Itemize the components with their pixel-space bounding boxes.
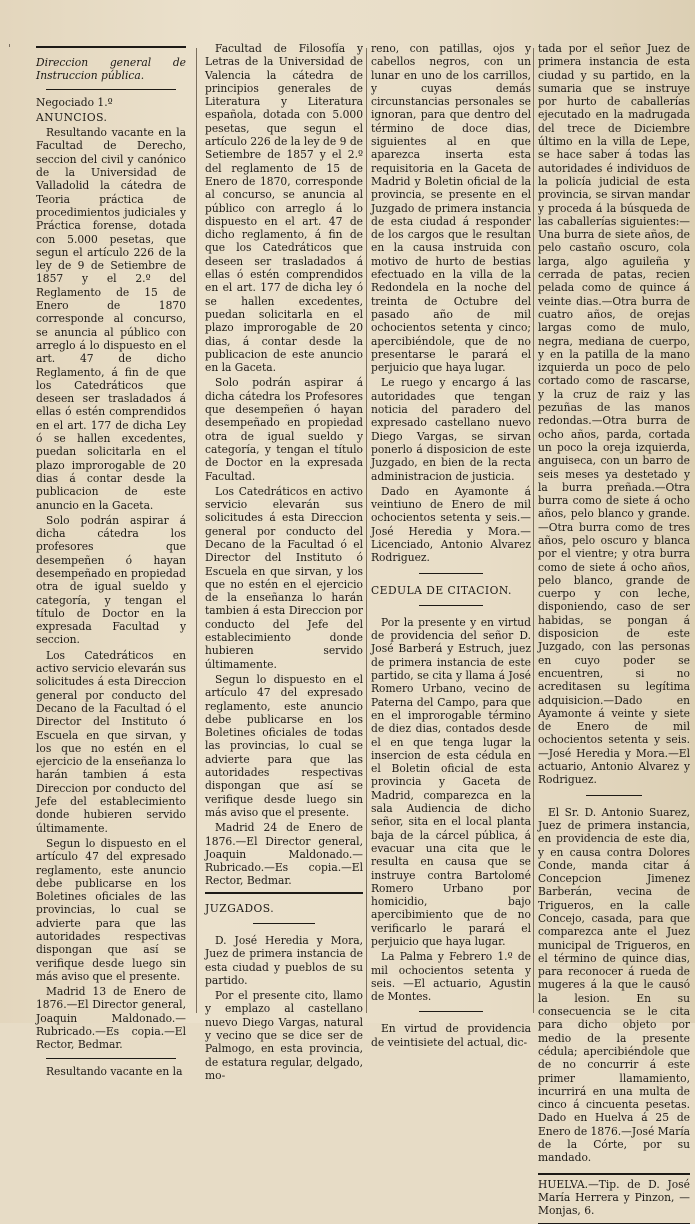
paragraph: Los Catedráticos en activo servicio elevarán sus solicitudes á esta Direccion general por conducto del Decano de la Facultad ó el Director del Instituto ó Escuela en que sirvan, y los que no estén en el ejercicio de la enseñanza lo harán tambien á esta Direccion por conducto del Jefe del establecimiento donde hubieren servido últimamente. bbox=[36, 648, 186, 835]
divider bbox=[419, 1011, 483, 1012]
date-signature: Madrid 13 de Enero de 1876.—El Director general, Joaquin Maldonado.—Rubricado.—Es copia.—El Rector, Bedmar. bbox=[36, 985, 186, 1052]
margin-mark: ' bbox=[8, 42, 12, 55]
paragraph: En virtud de providencia de veintisiete del actual, dic- bbox=[371, 1022, 531, 1049]
divider bbox=[46, 1058, 176, 1059]
divider bbox=[419, 605, 483, 606]
printer-imprint: HUELVA.—Tip. de D. José María Herrera y Pinzon, — Monjas, 6. bbox=[538, 1177, 690, 1218]
section-title: JUZGADOS. bbox=[205, 901, 275, 915]
paragraph: Por el presente cito, llamo y emplazo al castellano nuevo Diego Vargas, natural y vecino que se dice ser de Palmogo, en esta provincia, de estatura regular, delgado, mo- bbox=[205, 989, 363, 1082]
paragraph: Los Catedráticos en activo servicio elevarán sus solicitudes á esta Direccion general por conducto del Decano de la Facultad ó el Director del Instituto ó Escuela en que sirvan, y los que no estén en el ejercicio de la enseñanza lo harán tambien á esta Direccion por conducto del Jefe del establecimiento donde hubieren servido últimamente. bbox=[205, 484, 363, 671]
date-signature: Dado en Ayamonte á veintiuno de Enero de mil ochocientos setenta y seis.—José Heredia y Mora.—Licenciado, Antonio Alvarez Rodriguez. bbox=[371, 484, 531, 565]
paragraph: Resultando vacante en la Facultad de Derecho, seccion del civil y canónico de la Universidad de Valladolid la cátedra de Teoria práctica de procedimientos judiciales y Práctica forense, dotada con 5.000 pesetas, que segun el artículo 226 de la ley de 9 de Setiembre de 1857 y el 2.º del Reglamento de 15 de Enero de 1870 corresponde al concurso, se anuncia al público con arreglo á lo dispuesto en el art. 47 de dicho Reglamento, á fin de que los Catedráticos que deseen ser trasladados á ellas ó estén comprendidos en el art. 177 de dicha Ley ó se hallen excedentes, puedan solicitarla en el plazo improrogable de 20 dias á contar desde la publicacion de este anuncio en la Gaceta. bbox=[36, 126, 186, 512]
paragraph: Segun lo dispuesto en el artículo 47 del expresado reglamento, este anuncio debe publicarse en los Boletines oficiales de todas las provincias, lo cual se advierte para que las autoridades respectivas dispongan que así se verifique desde luego sin más aviso que el presente. bbox=[205, 672, 363, 819]
column-4 bbox=[538, 42, 690, 1218]
date-signature: Madrid 24 de Enero de 1876.—El Director general, Joaquin Maldonado.—Rubricado.—Es copia.—El Rector, Bedmar. bbox=[205, 821, 363, 888]
divider bbox=[586, 795, 642, 796]
divider bbox=[205, 892, 363, 894]
divider bbox=[419, 573, 483, 574]
paragraph: Segun lo dispuesto en el artículo 47 del expresado reglamento, este anuncio debe publicarse en los Boletines oficiales de las provincias, lo cual se advierte para que las autoridades respectivas dispongan que así se verifique desde luego sin más aviso que el presente. bbox=[36, 836, 186, 983]
divider bbox=[36, 46, 186, 48]
section-header: Direccion general de Instruccion pública. bbox=[36, 56, 186, 83]
paragraph: Le ruego y encargo á las autoridades que tengan noticia del paradero del expresado castellano nuevo Diego Vargas, se sirvan ponerlo á disposicion de este Juzgado, en bien de la recta administracion de justicia. bbox=[371, 376, 531, 483]
paragraph: Por la presente y en virtud de providencia del señor D. José Barberá y Estruch, juez de primera instancia de este partido, se cita y llama á José Romero Urbano, vecino de Paterna del Campo, para que en el improrogable término de diez dias, contados desde el en que tenga lugar la insercion de esta cédula en el Boletin oficial de esta provincia y Gaceta de Madrid, comparezca en la sala Audiencia de dicho señor, sita en el local planta baja de la cárcel pública, á evacuar una cita que le resulta en causa que se instruye contra Bartolomé Romero Urbano por homicidio, bajo apercibimiento que de no verificarlo le parará el perjuicio que haya lugar. bbox=[371, 615, 531, 948]
paragraph: D. José Heredia y Mora, Juez de primera instancia de esta ciudad y pueblos de su partido. bbox=[205, 934, 363, 987]
paragraph: reno, con patillas, ojos y cabellos negros, con un lunar en uno de los carrillos, y cuyas demás circunstancias personales se ignoran, para que dentro del término de doce dias, siguientes al en que aparezca inserta esta requisitoria en la Gaceta de Madrid y Boletin oficial de la provincia, se presente en el Juzgado de primera instancia de esta ciudad á responder de los cargos que le resultan en la causa instruida con motivo de hurto de bestias efectuado en la villa de la Redondela en la noche del treinta de Octubre del pasado año de mil ochocientos setenta y cinco; apercibiéndole, que de no presentarse le parará el perjuicio que haya lugar. bbox=[371, 42, 531, 375]
paragraph: El Sr. D. Antonio Suarez, Juez de primera instancia, en providencia de este dia, y en causa contra Dolores Conde, manda citar á Concepcion Jimenez Barberán, vecina de Trigueros, en la calle Concejo, casada, para que comparezca ante el Juez municipal de Trigueros, en el término de quince dias, para reconocer á rueda de mugeres á la que le causó la lesion. En su consecuencia se le cita para dicho objeto por medio de la presente cédula; apercibiéndole que de no concurrir á este primer llamamiento, incurrirá en una multa de cinco á cincuenta pesetas. Dado en Huelva á 25 de Enero de 1876.—José María de la Córte, por su mandado. bbox=[538, 805, 690, 1165]
paragraph: Solo podrán aspirar á dicha cátedra los profesores que desempeñen ó hayan desempeñado en propiedad otra de igual sueldo y categoría, y tengan el título de Doctor en la expresada Facultad y seccion. bbox=[36, 513, 186, 647]
column-2 bbox=[205, 42, 363, 1082]
column-3 bbox=[371, 42, 531, 1049]
divider bbox=[253, 923, 315, 924]
column-rule bbox=[366, 48, 367, 1013]
section-title: ANUNCIOS. bbox=[36, 110, 108, 124]
paragraph: tada por el señor Juez de primera instancia de esta ciudad y su partido, en la sumaria que se instruye por hurto de caballerías ejecutado en la madrugada del trece de Diciembre último en la villa de Lepe, se hace saber á todas las autoridades é individuos de la policía judicial de esta provincia, se sirvan mandar y proceda á la búsqueda de las caballerías siguientes:—Una burra de siete años, de pelo castaño oscuro, cola larga, algo aguileña y cerrada de patas, recien pelada como de quince á veinte dias.—Otra burra de cuatro años, de orejas largas como de mulo, negra, mediana de cuerpo, y en la patilla de la mano izquierda un poco de pelo cortado como de rascarse, y la cruz de raiz y las pezuñas de las manos redondas.—Otra burra de ocho años, parda, cortada un poco la oreja izquierda, anguiseca, con un barro de seis meses ya destetado y la burra preñada.—Otra burra como de siete á ocho años, pelo blanco y grande.—Otra burra como de tres años, pelo oscuro y blanca por el vientre; y otra burra como de siete á ocho años, pelo blanco, grande de cuerpo y con leche, disponiendo, caso de ser habidas, se pongan á disposicion de este Juzgado, con las personas en cuyo poder se encuentren, si no acreditasen su legítima adquisicion.—Dado en Ayamonte á veinte y siete de Enero de mil ochocientos setenta y seis.—José Heredia y Mora.—El actuario, Antonio Alvarez y Rodriguez. bbox=[538, 42, 690, 787]
column-1 bbox=[36, 42, 186, 1078]
date-signature: La Palma y Febrero 1.º de mil ochocientos setenta y seis. —El actuario, Agustin de Montes. bbox=[371, 950, 531, 1004]
section-title: CEDULA DE CITACION. bbox=[371, 583, 512, 597]
divider bbox=[46, 89, 176, 90]
paragraph-continued: Resultando vacante en la bbox=[46, 1064, 183, 1078]
column-rule bbox=[196, 48, 197, 1013]
negociado-label: Negociado 1.º bbox=[36, 95, 113, 109]
paragraph: Facultad de Filosofía y Letras de la Universidad de Valencia la cátedra de principios generales de Literatura y Literatura española, dotada con 5.000 pesetas, que segun el artículo 226 de la ley de 9 de Setiembre de 1857 y el 2.º del reglamento de 15 de Enero de 1870, corresponde al concurso, se anuncia al público con arreglo á lo dispuesto en el art. 47 de dicho reglamento, á fin de que los Catedráticos que deseen ser trasladados á ellas ó estén comprendidos en el art. 177 de dicha ley ó se hallen excedentes, puedan solicitarla en el plazo improrogable de 20 dias, á contar desde la publicacion de este anuncio en la Gaceta. bbox=[205, 42, 363, 375]
paragraph: Solo podrán aspirar á dicha cátedra los Profesores que desempeñen ó hayan desempeñado en propiedad otra de igual sueldo y categoría, y tengan el título de Doctor en la expresada Facultad. bbox=[205, 376, 363, 483]
imprint-box bbox=[538, 1173, 690, 1224]
column-rule bbox=[533, 48, 534, 1013]
